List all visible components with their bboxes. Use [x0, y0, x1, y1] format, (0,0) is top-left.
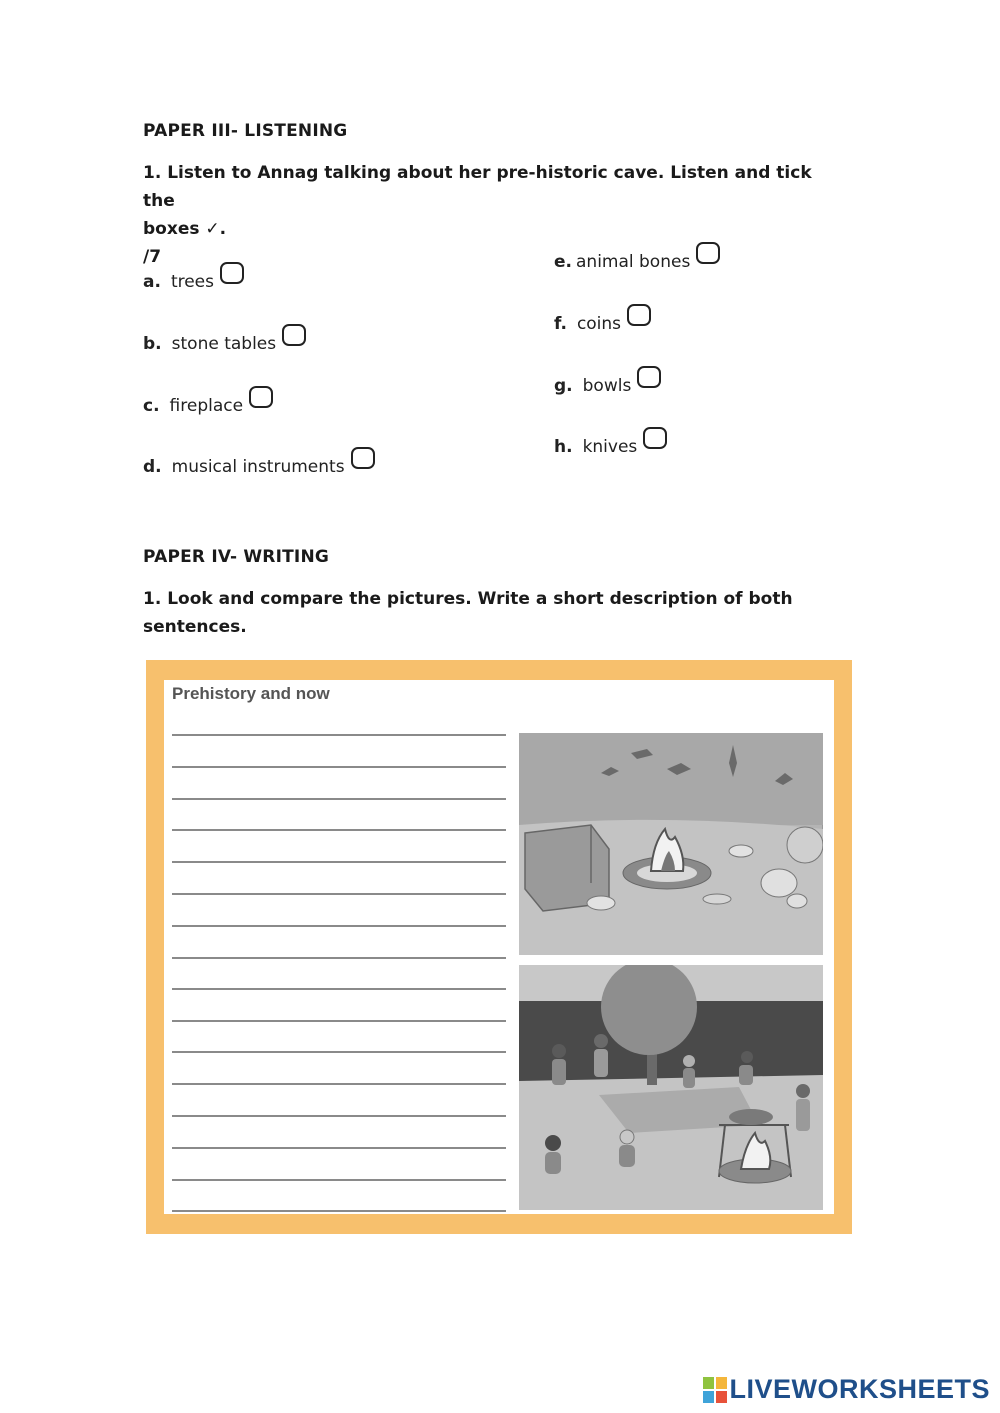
writing-line[interactable]	[172, 766, 506, 768]
list-item-f	[554, 312, 651, 334]
checkbox-animal-bones[interactable]	[696, 242, 720, 264]
list-item-c	[143, 394, 273, 416]
item-letter: b.	[143, 334, 162, 354]
writing-line[interactable]	[172, 957, 506, 959]
item-text: animal bones	[576, 252, 691, 272]
writing-line[interactable]	[172, 1051, 506, 1053]
item-letter: e.	[554, 252, 572, 272]
writing-line[interactable]	[172, 1179, 506, 1181]
writing-line[interactable]	[172, 988, 506, 990]
writing-heading: PAPER IV- WRITING	[143, 547, 330, 567]
writing-line[interactable]	[172, 1020, 506, 1022]
list-item-b	[143, 332, 306, 354]
item-text: coins	[576, 314, 622, 334]
writing-line[interactable]	[172, 1115, 506, 1117]
item-text: trees	[170, 272, 214, 292]
writing-line[interactable]	[172, 861, 506, 863]
logo-icon	[703, 1377, 727, 1403]
item-text: knives	[582, 437, 638, 457]
modern-picture	[519, 965, 823, 1210]
listening-instruction-line1: 1. Listen to Annag talking about her pre-historic cave. Listen and tick the	[143, 163, 812, 211]
checkbox-knives[interactable]	[643, 427, 667, 449]
checkbox-coins[interactable]	[627, 304, 651, 326]
list-item-a	[143, 270, 244, 292]
writing-instruction-line2: sentences.	[143, 617, 247, 637]
list-item-h	[554, 435, 667, 457]
item-text: musical instruments	[171, 457, 345, 477]
writing-line[interactable]	[172, 1210, 506, 1212]
checkbox-musical-instruments[interactable]	[351, 447, 375, 469]
item-letter: c.	[143, 396, 160, 416]
item-letter: f.	[554, 314, 567, 334]
item-letter: d.	[143, 457, 162, 477]
item-letter: h.	[554, 437, 573, 457]
list-item-e	[554, 250, 720, 272]
writing-line[interactable]	[172, 734, 506, 736]
writing-instruction-line1: 1. Look and compare the pictures. Write a short description of both	[143, 589, 793, 609]
writing-line[interactable]	[172, 1083, 506, 1085]
checkbox-bowls[interactable]	[637, 366, 661, 388]
writing-line[interactable]	[172, 1147, 506, 1149]
liveworksheets-logo	[703, 1374, 990, 1405]
item-text: fireplace	[169, 396, 244, 416]
list-item-g	[554, 374, 661, 396]
listening-instruction-line2: boxes ✓.	[143, 219, 227, 239]
checkbox-trees[interactable]	[220, 262, 244, 284]
checkbox-fireplace[interactable]	[249, 386, 273, 408]
writing-panel	[164, 680, 834, 1214]
item-letter: g.	[554, 376, 573, 396]
listening-heading: PAPER III- LISTENING	[143, 121, 348, 141]
checkbox-stone-tables[interactable]	[282, 324, 306, 346]
writing-line[interactable]	[172, 798, 506, 800]
writing-line[interactable]	[172, 925, 506, 927]
logo-text: LIVEWORKSHEETS	[729, 1374, 990, 1404]
cave-picture	[519, 733, 823, 955]
writing-line[interactable]	[172, 829, 506, 831]
writing-frame	[146, 660, 852, 1234]
item-text: bowls	[582, 376, 632, 396]
score-label: /7	[143, 247, 162, 267]
writing-line[interactable]	[172, 893, 506, 895]
writing-instruction	[143, 585, 843, 641]
list-item-d	[143, 455, 375, 477]
item-text: stone tables	[171, 334, 277, 354]
frame-title: Prehistory and now	[172, 684, 330, 703]
listening-instruction	[143, 159, 843, 271]
item-letter: a.	[143, 272, 161, 292]
